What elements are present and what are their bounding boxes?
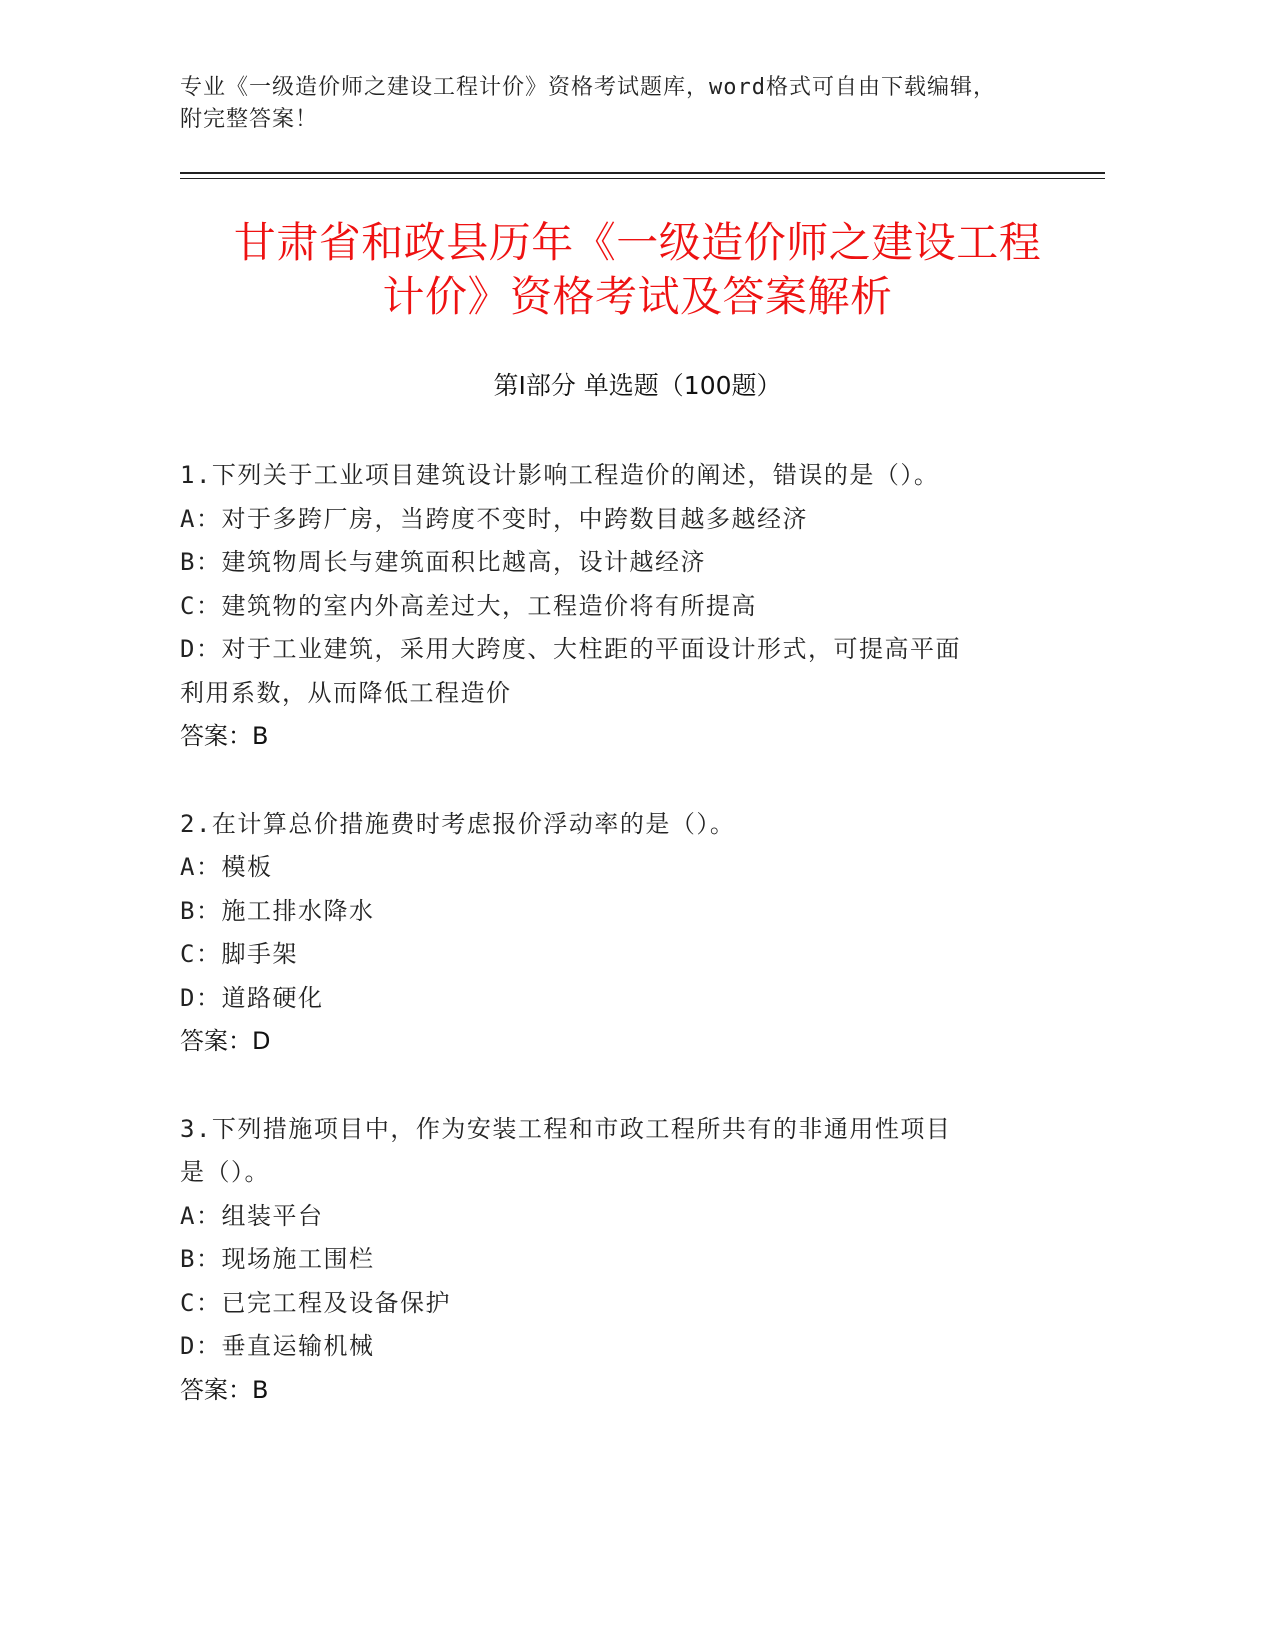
option-b: B：建筑物周长与建筑面积比越高，设计越经济 [180,548,706,576]
option-d: D：垂直运输机械 [180,1332,375,1360]
answer: 答案：B [180,722,269,750]
question-stem: 1.下列关于工业项目建筑设计影响工程造价的阐述，错误的是（）。 [180,461,940,489]
question-stem: 2.在计算总价措施费时考虑报价浮动率的是（）。 [180,809,736,838]
option-b: B：现场施工围栏 [180,1245,375,1273]
question-1 [180,454,1060,759]
option-a: A：对于多跨厂房，当跨度不变时，中跨数目越多越经济 [180,504,808,533]
header-note-line-2: 附完整答案！ [180,107,319,132]
section-heading: 第Ⅰ部分 单选题（100题） [493,371,782,400]
title-line-1: 甘肃省和政县历年《一级造价师之建设工程 [233,218,1042,267]
question-list [180,454,1060,1456]
header-divider-thick [180,172,1105,174]
option-b: B：施工排水降水 [180,896,375,925]
title-line-2: 计价》资格考试及答案解析 [382,272,893,321]
document-title [150,216,1125,324]
header-note [180,72,1060,136]
answer: 答案：D [180,1027,271,1055]
option-c: C：已完工程及设备保护 [180,1288,451,1317]
option-d: D：对于工业建筑，采用大跨度、大柱距的平面设计形式，可提高平面 [180,635,961,663]
option-c: C：脚手架 [180,940,298,968]
question-3 [180,1108,1060,1413]
question-stem: 3.下列措施项目中，作为安装工程和市政工程所共有的非通用性项目 [180,1114,952,1143]
answer: 答案：B [180,1375,269,1404]
question-2 [180,803,1060,1064]
header-note-line-1: 专业《一级造价师之建设工程计价》资格考试题库，word格式可自由下载编辑， [180,75,996,100]
option-c: C：建筑物的室内外高差过大，工程造价将有所提高 [180,591,757,620]
option-a: A：模板 [180,853,273,881]
option-d-continued: 利用系数，从而降低工程造价 [180,678,512,707]
option-d: D：道路硬化 [180,983,324,1012]
header-divider-thin [180,178,1105,179]
question-stem-continued: 是（）。 [180,1158,270,1186]
option-a: A：组装平台 [180,1201,324,1230]
